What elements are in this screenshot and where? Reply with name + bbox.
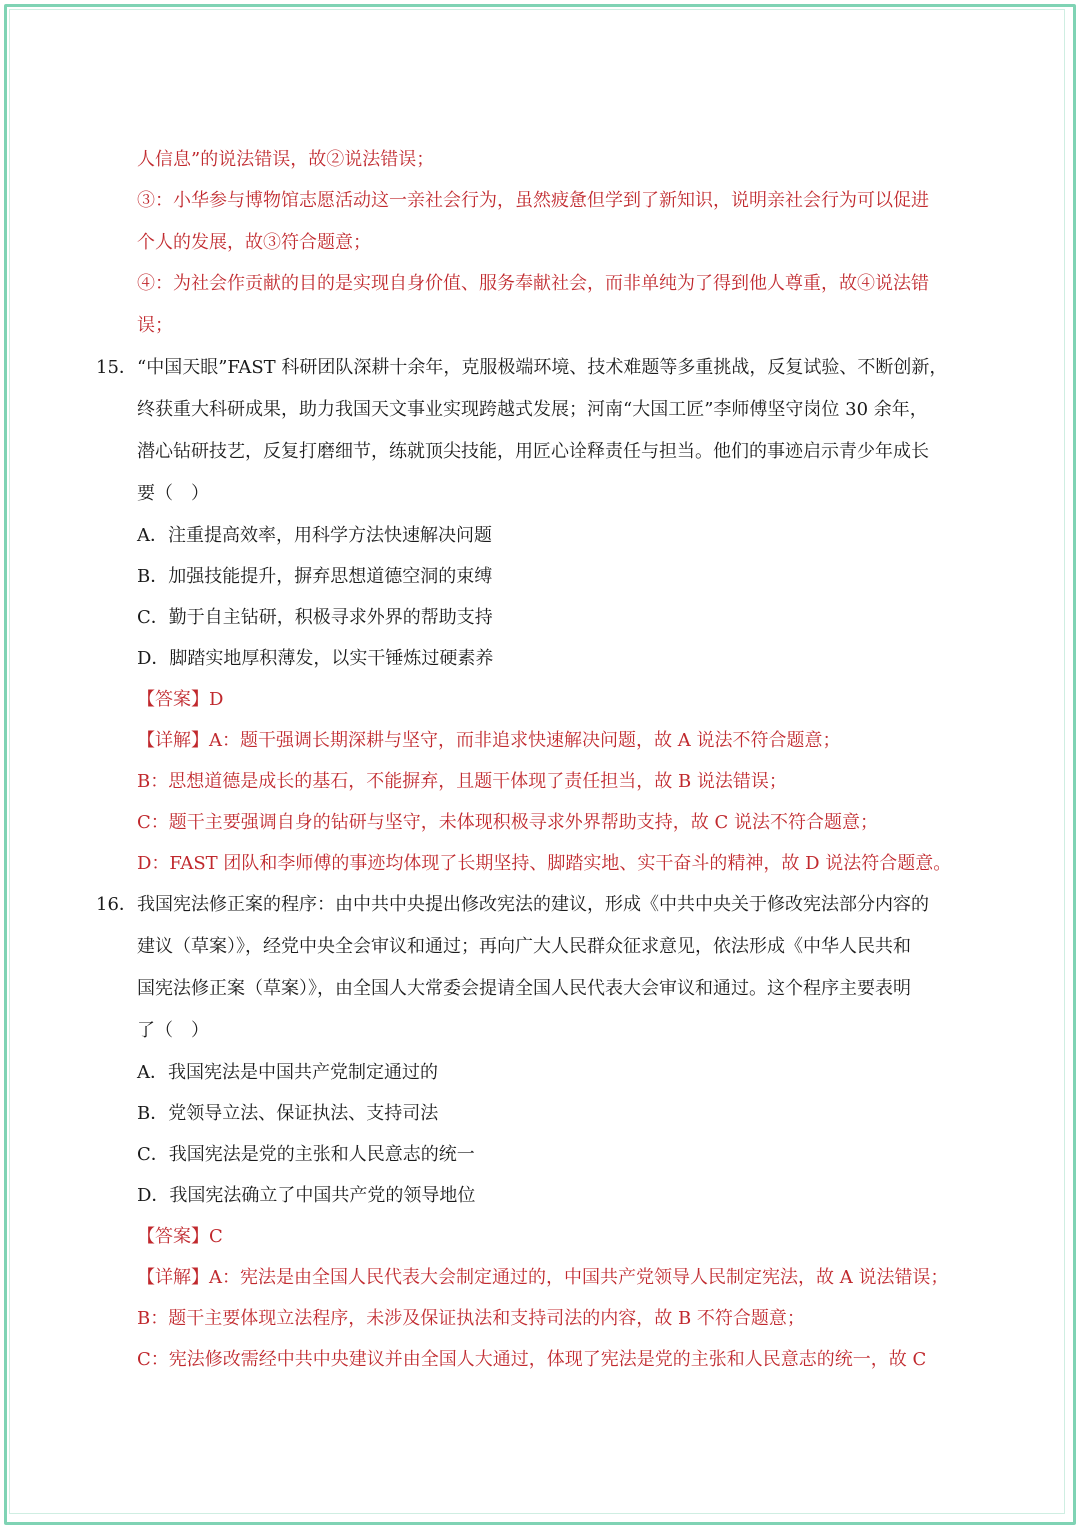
option-d: D．脚踏实地厚积薄发，以实干锤炼过硬素养 [137, 648, 494, 669]
option-a: A．注重提高效率，用科学方法快速解决问题 [137, 525, 492, 546]
explanation-line: C：题干主要强调自身的钻研与坚守，未体现积极寻求外界帮助支持，故 C 说法不符合题意； [137, 812, 878, 833]
explanation-text: A：宪法是由全国人民代表大会制定通过的，中国共产党领导人民制定宪法，故 A 说法错误； [209, 1267, 949, 1288]
question-stem-line: 了（ ） [137, 1020, 209, 1041]
question-stem-line: 要（ ） [137, 483, 209, 504]
explanation-line: B：题干主要体现立法程序，未涉及保证执法和支持司法的内容，故 B 不符合题意； [137, 1308, 805, 1329]
explanation-line [137, 729, 840, 753]
explanation-line: D：FAST 团队和李师傅的事迹均体现了长期坚持、脚踏实地、实干奋斗的精神，故 D 说法符合题意。 [137, 853, 952, 874]
option-c: C．我国宪法是党的主张和人民意志的统一 [137, 1144, 475, 1165]
prev-explanation-line: 人信息”的说法错误，故②说法错误； [137, 149, 435, 170]
explanation-tag: 【详解】 [137, 1267, 209, 1288]
explanation-tag: 【详解】 [137, 730, 209, 751]
prev-explanation-line: 误； [137, 315, 173, 336]
question-number: 16． [96, 894, 137, 915]
question-stem-line: 我国宪法修正案的程序：由中共中央提出修改宪法的建议，形成《中共中央关于修改宪法部分内容的 [137, 894, 929, 915]
explanation-text: A：题干强调长期深耕与坚守，而非追求快速解决问题，故 A 说法不符合题意； [209, 730, 841, 751]
option-b: B．党领导立法、保证执法、支持司法 [137, 1103, 439, 1124]
question-number: 15． [96, 357, 137, 378]
answer-value: D [209, 689, 224, 710]
prev-explanation-line: ③：小华参与博物馆志愿活动这一亲社会行为，虽然疲惫但学到了新知识，说明亲社会行为可以促进 [137, 190, 929, 211]
answer-line [137, 688, 223, 712]
answer-tag: 【答案】 [137, 689, 209, 710]
option-c: C．勤于自主钻研，积极寻求外界的帮助支持 [137, 607, 493, 628]
option-b: B．加强技能提升，摒弃思想道德空洞的束缚 [137, 566, 493, 587]
answer-tag: 【答案】 [137, 1226, 209, 1247]
prev-explanation-line: 个人的发展，故③符合题意； [137, 232, 371, 253]
question-stem-line: 国宪法修正案（草案）》，由全国人大常委会提请全国人民代表大会审议和通过。这个程序主要表明 [137, 978, 911, 999]
explanation-line: C：宪法修改需经中共中央建议并由全国人大通过，体现了宪法是党的主张和人民意志的统一，故 C [137, 1349, 927, 1370]
question-stem-line: 潜心钻研技艺，反复打磨细节，练就顶尖技能，用匠心诠释责任与担当。他们的事迹启示青少年成长 [137, 441, 929, 462]
option-a: A．我国宪法是中国共产党制定通过的 [137, 1062, 438, 1083]
question-stem-line: 终获重大科研成果，助力我国天文事业实现跨越式发展；河南“大国工匠”李师傅坚守岗位 30 余年， [137, 399, 928, 420]
question-stem-line: “中国天眼”FAST 科研团队深耕十余年，克服极端环境、技术难题等多重挑战，反复试验、不断创新， [137, 357, 948, 378]
prev-explanation-line: ④：为社会作贡献的目的是实现自身价值、服务奉献社会，而非单纯为了得到他人尊重，故④说法错 [137, 273, 929, 294]
answer-value: C [209, 1226, 223, 1247]
explanation-line: B：思想道德是成长的基石，不能摒弃，且题干体现了责任担当，故 B 说法错误； [137, 771, 787, 792]
explanation-line [137, 1266, 948, 1290]
answer-line [137, 1225, 223, 1249]
question-stem-line: 建议（草案）》，经党中央全会审议和通过；再向广大人民群众征求意见，依法形成《中华人民共和 [137, 936, 911, 957]
option-d: D．我国宪法确立了中国共产党的领导地位 [137, 1185, 476, 1206]
